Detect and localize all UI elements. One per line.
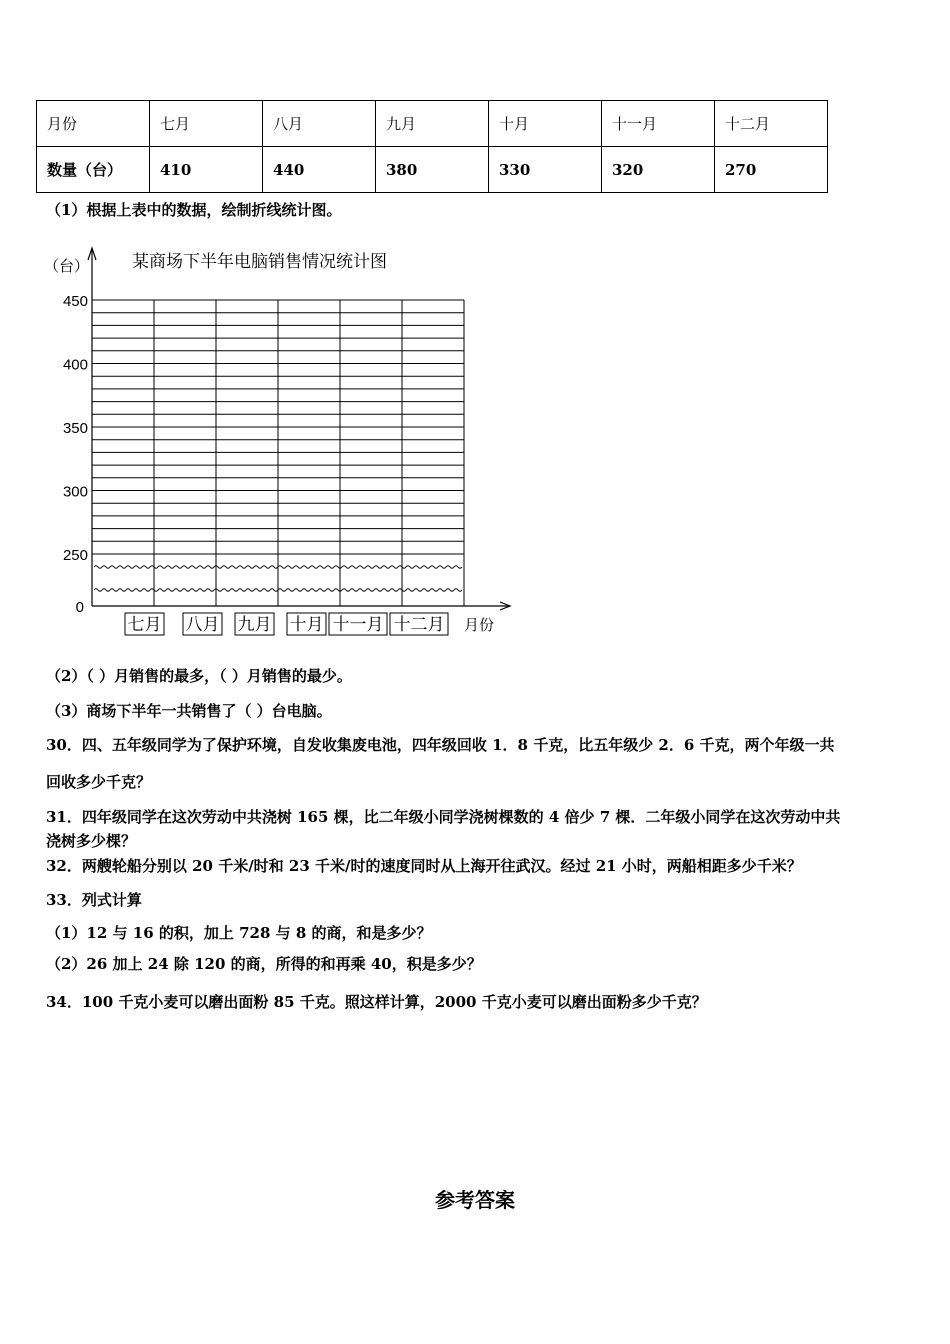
x-tick-label: 十二月	[393, 615, 445, 634]
chart-title: 某商场下半年电脑销售情况统计图	[132, 252, 387, 271]
question-3: （3）商场下半年一共销售了（ ）台电脑。	[46, 702, 332, 720]
answer-title: 参考答案	[435, 1188, 515, 1212]
table-month-cell: 九月	[376, 101, 489, 147]
x-tick-label: 九月	[237, 615, 272, 634]
question-2: （2）（ ）月销售的最多，（ ）月销售的最少。	[46, 667, 352, 685]
x-tick-label: 七月	[127, 615, 162, 634]
problem-30-line-1: 30．四、五年级同学为了保护环境，自发收集废电池，四年级回收 1．8 千克，比五年级少 2．6 千克，两个年级一共	[46, 736, 835, 754]
table-value-cell: 270	[715, 147, 828, 193]
y-axis-label: （台）	[44, 258, 90, 275]
table-value-cell: 440	[263, 147, 376, 193]
table-value-row	[37, 147, 828, 193]
x-tick-label: 八月	[185, 615, 220, 634]
y-tick-label: 300	[62, 483, 88, 501]
problem-33-sub-1: （1）12 与 16 的积，加上 728 与 8 的商，和是多少？	[46, 924, 432, 942]
y-tick-label: 0	[75, 599, 84, 616]
problem-31-line-2: 浇树多少棵？	[46, 832, 137, 850]
x-tick-label: 十月	[289, 615, 324, 634]
y-tick-label: 250	[62, 547, 88, 564]
table-month-cell: 八月	[263, 101, 376, 147]
y-tick-label: 450	[62, 293, 88, 310]
problem-31	[46, 806, 906, 851]
problem-30	[46, 734, 906, 792]
y-tick-label: 400	[62, 356, 88, 374]
table-header-row	[37, 101, 828, 147]
problem-30-line-2: 回收多少千克？	[46, 773, 152, 791]
table-month-cell: 十一月	[602, 101, 715, 147]
sales-table	[36, 100, 828, 193]
table-value-cell: 320	[602, 147, 715, 193]
table-month-cell: 十月	[489, 101, 602, 147]
table-month-cell: 七月	[150, 101, 263, 147]
problem-34: 34．100 千克小麦可以磨出面粉 85 千克。照这样计算，2000 千克小麦可以磨出面粉多少千克？	[46, 993, 707, 1011]
problem-33-sub-2: （2）26 加上 24 除 120 的商，所得的和再乘 40，积是多少？	[46, 955, 482, 973]
table-value-cell: 330	[489, 147, 602, 193]
table-value-label: 数量（台）	[37, 147, 150, 193]
y-tick-label: 350	[62, 420, 88, 437]
x-tick-label: 十一月	[332, 615, 384, 634]
problem-32: 32．两艘轮船分别以 20 千米/时和 23 千米/时的速度同时从上海开往武汉。经过 21 小时，两船相距多少千米？	[46, 857, 802, 875]
table-header-label: 月份	[37, 101, 150, 147]
line-chart-grid	[40, 240, 520, 650]
question-1: （1）根据上表中的数据，绘制折线统计图。	[46, 201, 342, 219]
problem-33-title: 33．列式计算	[46, 891, 142, 909]
problem-31-line-1: 31．四年级同学在这次劳动中共浇树 165 棵，比二年级小同学浇树棵数的 4 倍少 7 棵．二年级小同学在这次劳动中共	[46, 808, 841, 826]
table-value-cell: 380	[376, 147, 489, 193]
table-month-cell: 十二月	[715, 101, 828, 147]
x-axis-label: 月份	[464, 617, 495, 634]
table-value-cell: 410	[150, 147, 263, 193]
